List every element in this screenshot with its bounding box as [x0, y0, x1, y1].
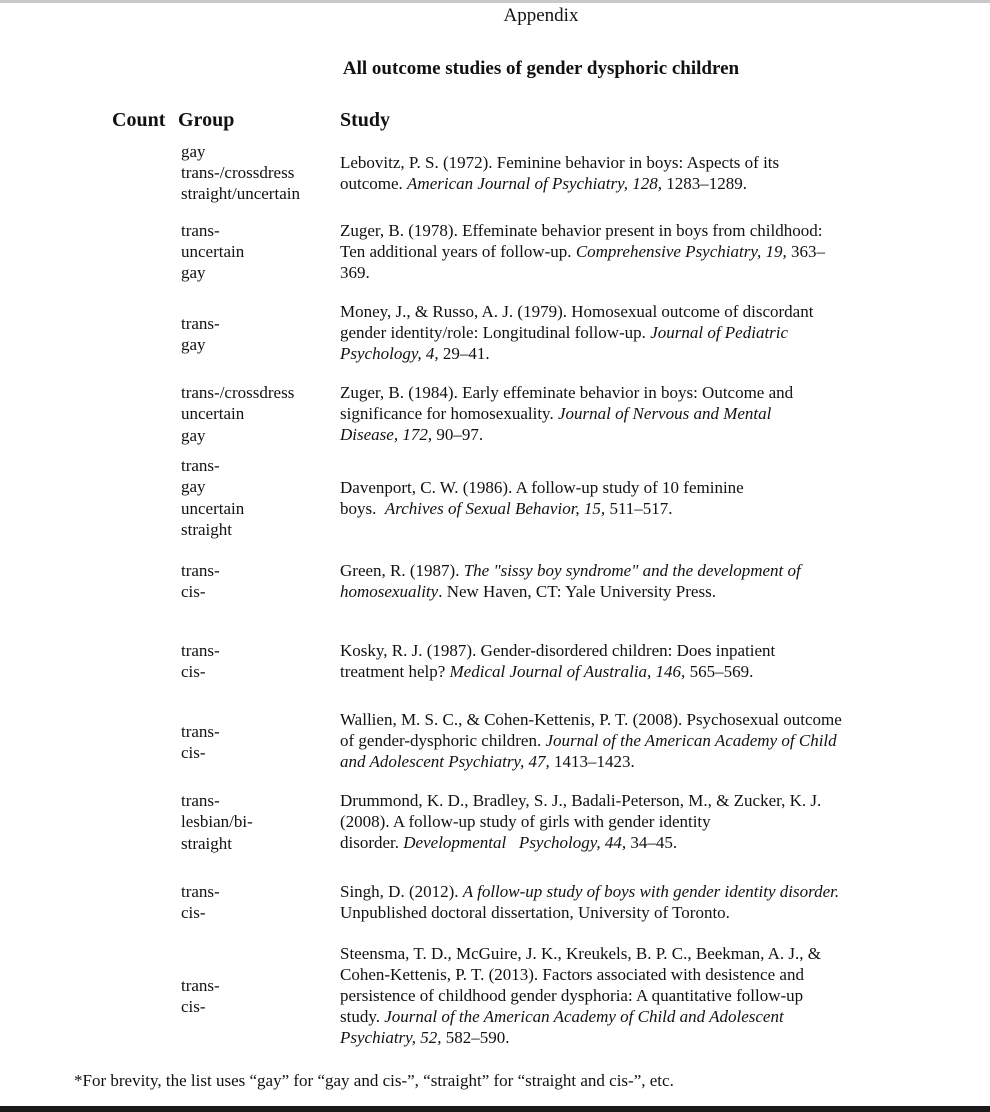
- journal-title: Medical Journal of Australia, 146,: [449, 662, 686, 681]
- outcome-group: cis-: [181, 997, 206, 1016]
- outcome-group: straight/uncertain: [181, 184, 300, 203]
- outcome-group: gay: [181, 142, 206, 161]
- citation-line: [340, 424, 888, 445]
- citation-line: Cohen-Kettenis, P. T. (2013). Factors associated with desistence and: [340, 965, 804, 984]
- journal-title: Archives of Sexual Behavior, 15,: [384, 499, 606, 518]
- study-citation: [340, 301, 888, 364]
- outcome-group: trans-: [181, 561, 220, 580]
- citation-line: Steensma, T. D., McGuire, J. K., Kreukels, B. P. C., Beekman, A. J., &: [340, 944, 821, 963]
- outcome-group: trans-/crossdress: [181, 383, 295, 402]
- citation-line: [340, 661, 888, 682]
- citation-line: [340, 1027, 888, 1048]
- study-citation: [340, 943, 888, 1048]
- outcome-group: gay: [181, 477, 206, 496]
- study-citation: [340, 382, 888, 445]
- citation-text: treatment help?: [340, 662, 450, 681]
- journal-title: Journal of the American Academy of Child: [545, 731, 837, 750]
- citation-line: [340, 832, 888, 853]
- column-header-group: Group: [178, 109, 235, 131]
- journal-title: American Journal of Psychiatry, 128,: [407, 174, 663, 193]
- citation-line: Money, J., & Russo, A. J. (1979). Homosexual outcome of discordant: [340, 302, 814, 321]
- citation-text: of gender-dysphoric children.: [340, 731, 546, 750]
- citation-line: Drummond, K. D., Bradley, S. J., Badali-Peterson, M., & Zucker, K. J.: [340, 791, 822, 810]
- citation-line: [340, 560, 888, 581]
- citation-line: [340, 322, 888, 343]
- citation-line: Lebovitz, P. S. (1972). Feminine behavior in boys: Aspects of its: [340, 153, 780, 172]
- citation-text: 34–45.: [626, 833, 678, 852]
- outcome-group: lesbian/bi-: [181, 812, 253, 831]
- table-heading: All outcome studies of gender dysphoric children: [342, 58, 740, 79]
- study-citation: [340, 881, 888, 923]
- citation-line: [340, 173, 888, 194]
- citation-line: [340, 751, 888, 772]
- citation-text: Green, R. (1987).: [340, 561, 464, 580]
- outcome-group: cis-: [181, 903, 206, 922]
- citation-text: significance for homosexuality.: [340, 404, 558, 423]
- citation-line: (2008). A follow-up study of girls with gender identity: [340, 812, 711, 831]
- citation-text: 582–590.: [441, 1028, 510, 1047]
- outcome-group: trans-: [181, 976, 220, 995]
- citation-line: Wallien, M. S. C., & Cohen-Kettenis, P. T. (2008). Psychosexual outcome: [340, 710, 842, 729]
- citation-line: [340, 1006, 888, 1027]
- outcome-group: uncertain: [181, 404, 245, 423]
- column-header-study: Study: [340, 109, 391, 131]
- citation-line: [340, 403, 888, 424]
- study-citation: [340, 477, 888, 519]
- citation-text: boys.: [340, 499, 385, 518]
- citation-text: 29–41.: [438, 344, 490, 363]
- citation-text: study.: [340, 1007, 385, 1026]
- citation-line: [340, 581, 888, 602]
- outcome-group: trans-: [181, 314, 220, 333]
- citation-text: Singh, D. (2012).: [340, 882, 463, 901]
- column-header-count: Count: [112, 109, 166, 131]
- citation-text: gender identity/role: Longitudinal follow-up.: [340, 323, 651, 342]
- study-citation: [340, 790, 888, 853]
- outcome-group: trans-: [181, 882, 220, 901]
- journal-title: Comprehensive Psychiatry, 19,: [575, 242, 787, 261]
- citation-text: 1413–1423.: [549, 752, 635, 771]
- citation-text: disorder.: [340, 833, 404, 852]
- citation-line: [340, 498, 888, 519]
- citation-line: [340, 881, 888, 902]
- outcome-group: cis-: [181, 743, 206, 762]
- book-title: The "sissy boy syndrome" and the development of: [463, 561, 801, 580]
- citation-text: 363–: [786, 242, 825, 261]
- outcome-group: cis-: [181, 662, 206, 681]
- citation-text: outcome.: [340, 174, 408, 193]
- citation-text: 369.: [340, 263, 370, 282]
- citation-line: Kosky, R. J. (1987). Gender-disordered children: Does inpatient: [340, 641, 776, 660]
- page-title: Appendix: [503, 5, 579, 26]
- citation-text: . New Haven, CT: Yale University Press.: [438, 582, 716, 601]
- outcome-group: trans-: [181, 791, 220, 810]
- citation-line: Unpublished doctoral dissertation, University of Toronto.: [340, 903, 730, 922]
- citation-line: Zuger, B. (1978). Effeminate behavior present in boys from childhood:: [340, 221, 823, 240]
- study-citation: [340, 220, 888, 283]
- outcome-group: trans-: [181, 641, 220, 660]
- page-bottom-rule: [0, 1106, 990, 1112]
- citation-line: [340, 262, 888, 283]
- journal-title: Journal of Nervous and Mental: [557, 404, 772, 423]
- citation-line: persistence of childhood gender dysphoria: A quantitative follow-up: [340, 986, 804, 1005]
- outcome-group: gay: [181, 335, 206, 354]
- outcome-group: straight: [181, 520, 232, 539]
- journal-title: Psychiatry, 52,: [340, 1028, 442, 1047]
- journal-title: Developmental Psychology, 44,: [403, 833, 627, 852]
- outcome-group: cis-: [181, 582, 206, 601]
- journal-title: Journal of Pediatric: [650, 323, 789, 342]
- citation-line: [340, 241, 888, 262]
- outcome-group: trans-: [181, 456, 220, 475]
- citation-text: 90–97.: [432, 425, 484, 444]
- study-citation: [340, 152, 888, 194]
- citation-text: 511–517.: [605, 499, 673, 518]
- citation-line: [340, 730, 888, 751]
- outcome-group: trans-: [181, 722, 220, 741]
- outcome-group: uncertain: [181, 242, 245, 261]
- book-title: homosexuality: [340, 582, 439, 601]
- citation-line: Davenport, C. W. (1986). A follow-up study of 10 feminine: [340, 478, 744, 497]
- outcome-group: straight: [181, 834, 232, 853]
- outcome-group: uncertain: [181, 499, 245, 518]
- citation-text: Ten additional years of follow-up.: [340, 242, 576, 261]
- study-citation: [340, 709, 888, 772]
- citation-line: Zuger, B. (1984). Early effeminate behavior in boys: Outcome and: [340, 383, 794, 402]
- citation-line: [340, 343, 888, 364]
- dissertation-title: A follow-up study of boys with gender identity disorder.: [462, 882, 840, 901]
- study-citation: [340, 640, 888, 682]
- citation-text: 565–569.: [685, 662, 754, 681]
- journal-title: Disease, 172,: [340, 425, 433, 444]
- outcome-group: trans-: [181, 221, 220, 240]
- page-top-rule: [0, 0, 990, 3]
- outcome-group: gay: [181, 426, 206, 445]
- outcome-group: trans-/crossdress: [181, 163, 295, 182]
- outcome-group: gay: [181, 263, 206, 282]
- citation-text: 1283–1289.: [662, 174, 748, 193]
- footnote: *For brevity, the list uses “gay” for “gay and cis-”, “straight” for “straight and cis-”, etc.: [74, 1071, 674, 1090]
- study-citation: [340, 560, 888, 602]
- journal-title: and Adolescent Psychiatry, 47,: [340, 752, 550, 771]
- journal-title: Psychology, 4,: [340, 344, 439, 363]
- journal-title: Journal of the American Academy of Child and Adolescent: [384, 1007, 784, 1026]
